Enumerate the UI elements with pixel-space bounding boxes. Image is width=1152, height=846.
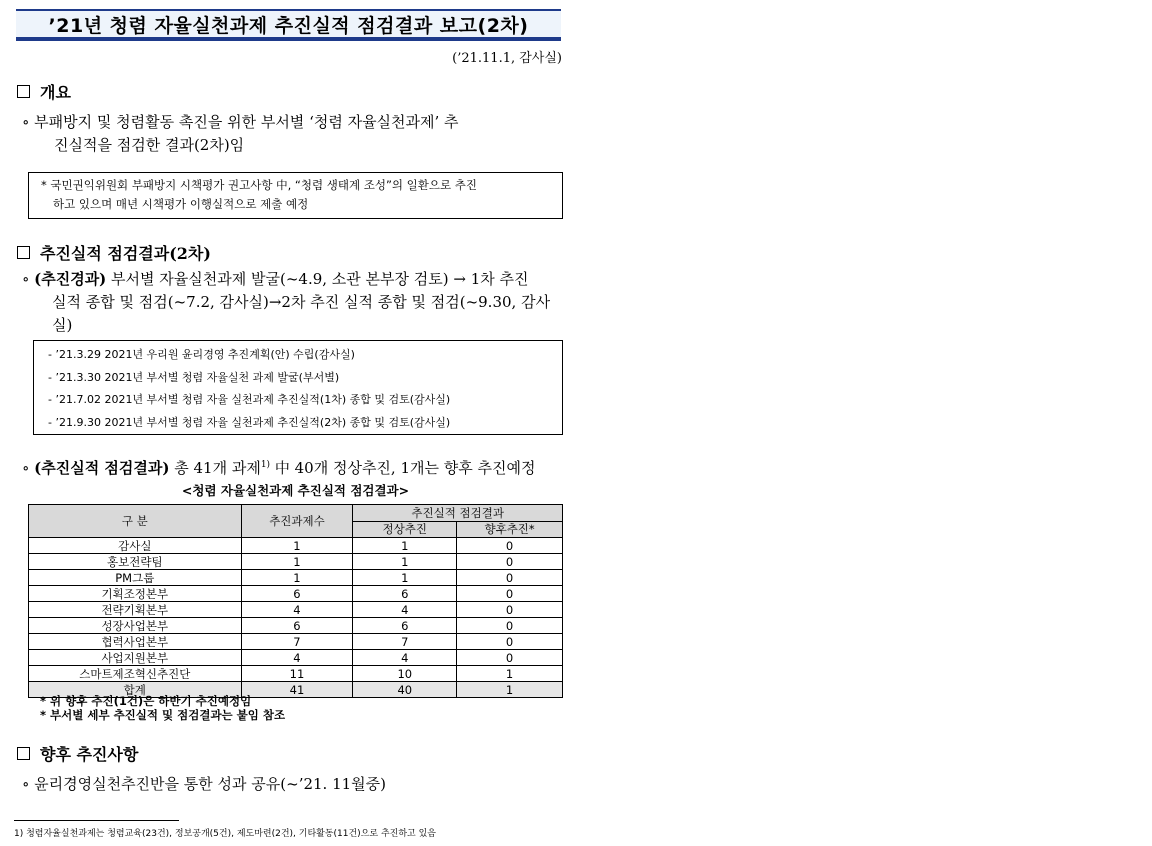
circle-bullet-icon: ∘ (22, 459, 35, 477)
note-line-1: * 국민권익위원회 부패방지 시책평가 권고사항 中, “청렴 생태계 조성”의 일환으로 추진 (41, 178, 477, 192)
cell-future: 0 (457, 650, 563, 666)
result-text-rest: 中 40개 정상추진, 1개는 향후 추진예정 (270, 459, 536, 477)
progress-line-1: 부서별 자율실천과제 발굴(~4.9, 소관 본부장 검토) → 1차 추진 (106, 270, 529, 288)
checkbox-square-icon (17, 246, 30, 259)
cell-count: 4 (241, 650, 353, 666)
cell-dept: 성장사업본부 (29, 618, 242, 634)
cell-count: 1 (241, 554, 353, 570)
section-heading-overview (17, 80, 71, 103)
footnote-divider (14, 820, 179, 821)
table-row (29, 634, 563, 650)
cell-dept: 스마트제조혁신추진단 (29, 666, 242, 682)
checkbox-square-icon (17, 85, 30, 98)
table-row (29, 570, 563, 586)
cell-dept: PM그룹 (29, 570, 242, 586)
col-header-count: 추진과제수 (241, 505, 353, 538)
cell-normal: 6 (353, 618, 457, 634)
cell-normal: 4 (353, 650, 457, 666)
cell-future: 0 (457, 618, 563, 634)
table-row (29, 650, 563, 666)
result-text: 총 41개 과제 (169, 459, 261, 477)
next-steps-bullet (22, 773, 567, 796)
timeline-box (33, 340, 563, 435)
next-steps-text: 윤리경영실천추진반을 통한 성과 공유(~’21. 11월중) (34, 775, 387, 793)
cell-count: 1 (241, 570, 353, 586)
cell-count: 4 (241, 602, 353, 618)
cell-normal: 4 (353, 602, 457, 618)
section-heading-results (17, 241, 211, 264)
results-table (28, 504, 563, 698)
report-date: (’21.11.1, 감사실) (452, 51, 562, 66)
col-header-normal: 정상추진 (353, 521, 457, 538)
circle-bullet-icon: ∘ (22, 113, 35, 131)
cell-normal: 1 (353, 570, 457, 586)
cell-normal: 10 (353, 666, 457, 682)
circle-bullet-icon: ∘ (22, 775, 35, 793)
cell-future: 0 (457, 570, 563, 586)
footnote: 1) 청렴자율실천과제는 청렴교육(23건), 정보공개(5건), 제도마련(2건), 기타활동(11건)으로 추진하고 있음 (14, 829, 436, 839)
cell-dept: 사업지원본부 (29, 650, 242, 666)
progress-line-3: 실) (52, 316, 73, 334)
section-heading-next-steps (17, 742, 138, 765)
col-header-group: 추진실적 점검결과 (353, 505, 563, 522)
table-notes (40, 694, 285, 722)
cell-normal: 6 (353, 586, 457, 602)
table-note: * 부서별 세부 추진실적 및 점검결과는 붙임 참조 (40, 708, 286, 722)
section-heading-text: 추진실적 점검결과(2차) (40, 244, 211, 263)
cell-normal: 1 (353, 554, 457, 570)
cell-future: 0 (457, 602, 563, 618)
page-title (16, 9, 561, 41)
col-header-dept: 구 분 (29, 505, 242, 538)
footnote-ref: 1) (260, 460, 271, 470)
table-note: * 위 향후 추진(1건)은 하반기 추진예정임 (40, 694, 252, 708)
circle-bullet-icon: ∘ (22, 270, 35, 288)
cell-count: 6 (241, 618, 353, 634)
cell-future: 1 (457, 666, 563, 682)
result-label: (추진실적 점검결과) (34, 459, 170, 477)
cell-normal: 1 (353, 538, 457, 554)
cell-dept: 전략기획본부 (29, 602, 242, 618)
table-row (29, 602, 563, 618)
section-heading-text: 향후 추진사항 (40, 745, 139, 764)
timeline-item: - ’21.9.30 2021년 부서별 청렴 자율 실천과제 추진실적(2차) 종합 및 검토(감사실) (48, 415, 451, 429)
checkbox-square-icon (17, 747, 30, 760)
timeline-item: - ’21.3.30 2021년 부서별 청렴 자율실천 과제 발굴(부서별) (48, 370, 340, 384)
result-bullet (22, 454, 567, 480)
col-header-future: 향후추진* (457, 521, 563, 538)
overview-note-box (28, 172, 563, 219)
overview-bullet (22, 111, 567, 157)
progress-label: (추진경과) (34, 270, 107, 288)
timeline-item: - ’21.3.29 2021년 우리원 윤리경영 추진계획(안) 수립(감사실) (48, 348, 355, 361)
table-row (29, 666, 563, 682)
cell-dept: 합계 (29, 682, 242, 698)
cell-future: 0 (457, 634, 563, 650)
page-title-text: ’21년 청렴 자율실천과제 추진실적 점검결과 보고(2차) (48, 14, 529, 37)
section-heading-text: 개요 (40, 83, 71, 102)
cell-normal: 40 (353, 682, 457, 698)
cell-count: 1 (241, 538, 353, 554)
table-row (29, 618, 563, 634)
cell-count: 41 (241, 682, 353, 698)
progress-bullet (22, 268, 567, 337)
table-row (29, 538, 563, 554)
table-row (29, 554, 563, 570)
progress-line-2: 실적 종합 및 점검(~7.2, 감사실)→2차 추진 실적 종합 및 점검(~9.30, 감사 (52, 293, 551, 311)
cell-future: 0 (457, 538, 563, 554)
cell-dept: 기획조정본부 (29, 586, 242, 602)
cell-future: 0 (457, 554, 563, 570)
cell-dept: 홍보전략팀 (29, 554, 242, 570)
overview-line-1: 부패방지 및 청렴활동 촉진을 위한 부서별 ‘청렴 자율실천과제’ 추 (34, 113, 459, 131)
cell-dept: 감사실 (29, 538, 242, 554)
cell-count: 6 (241, 586, 353, 602)
cell-dept: 협력사업본부 (29, 634, 242, 650)
table-caption: <청렴 자율실천과제 추진실적 점검결과> (181, 483, 410, 498)
cell-count: 7 (241, 634, 353, 650)
cell-future: 1 (457, 682, 563, 698)
timeline-item: - ’21.7.02 2021년 부서별 청렴 자율 실천과제 추진실적(1차) 종합 및 검토(감사실) (48, 393, 451, 406)
cell-normal: 7 (353, 634, 457, 650)
cell-count: 11 (241, 666, 353, 682)
note-line-2: 하고 있으며 매년 시책평가 이행실적으로 제출 예정 (53, 197, 309, 211)
overview-line-2: 진실적을 점검한 결과(2차)임 (54, 136, 245, 154)
cell-future: 0 (457, 586, 563, 602)
table-row (29, 586, 563, 602)
